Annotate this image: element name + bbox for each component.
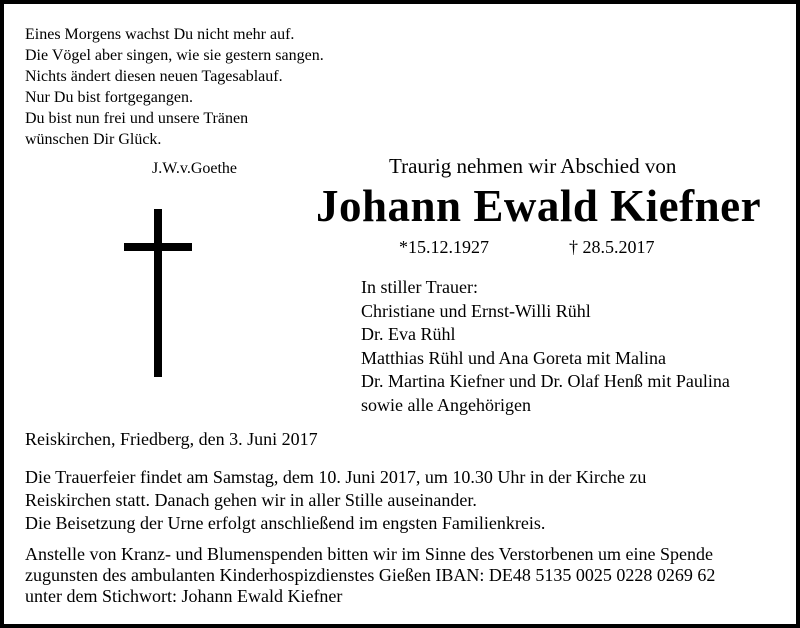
donation-line: zugunsten des ambulanten Kinderhospizdienstes Gießen IBAN: DE48 5135 0025 0228 0269 62	[25, 565, 716, 585]
ceremony-line: Die Beisetzung der Urne erfolgt anschließend im engsten Familienkreis.	[25, 513, 546, 533]
ceremony-line: Die Trauerfeier findet am Samstag, dem 10. Juni 2017, um 10.30 Uhr in der Kirche zu	[25, 467, 647, 487]
place-and-date: Reiskirchen, Friedberg, den 3. Juni 2017	[25, 429, 318, 449]
poem-line: Nichts ändert diesen neuen Tagesablauf.	[25, 68, 283, 85]
mourner-entry: Dr. Eva Rühl	[361, 324, 456, 345]
poem-line: Die Vögel aber singen, wie sie gestern sangen.	[25, 47, 324, 64]
mourners-heading: In stiller Trauer:	[361, 277, 478, 297]
donation-line: unter dem Stichwort: Johann Ewald Kiefner	[25, 586, 343, 606]
mourner-entry: Dr. Martina Kiefner und Dr. Olaf Henß mit Paulina	[361, 371, 730, 392]
birth-date: *15.12.1927	[399, 237, 489, 257]
poem-line: Nur Du bist fortgegangen.	[25, 89, 193, 106]
poem-line: Eines Morgens wachst Du nicht mehr auf.	[25, 26, 295, 43]
mourner-entry: sowie alle Angehörigen	[361, 394, 531, 415]
donation-paragraph	[25, 544, 715, 607]
mourner-entry: Christiane und Ernst-Willi Rühl	[361, 300, 591, 321]
mourners-list	[361, 276, 730, 418]
deceased-name: Johann Ewald Kiefner	[316, 181, 762, 231]
poem-author: J.W.v.Goethe	[152, 160, 238, 177]
latin-cross-icon	[124, 209, 194, 377]
poem	[25, 24, 324, 150]
ceremony-paragraph	[25, 466, 646, 535]
mourner-entry: Matthias Rühl und Ana Goreta mit Malina	[361, 347, 666, 368]
donation-line: Anstelle von Kranz- und Blumenspenden bitten wir im Sinne des Verstorbenen um eine Spende	[25, 544, 714, 564]
poem-line: wünschen Dir Glück.	[25, 131, 162, 148]
poem-line: Du bist nun frei und unsere Tränen	[25, 110, 249, 127]
ceremony-line: Reiskirchen statt. Danach gehen wir in aller Stille auseinander.	[25, 490, 477, 510]
death-date: † 28.5.2017	[569, 237, 655, 257]
farewell-intro: Traurig nehmen wir Abschied von	[389, 154, 677, 178]
